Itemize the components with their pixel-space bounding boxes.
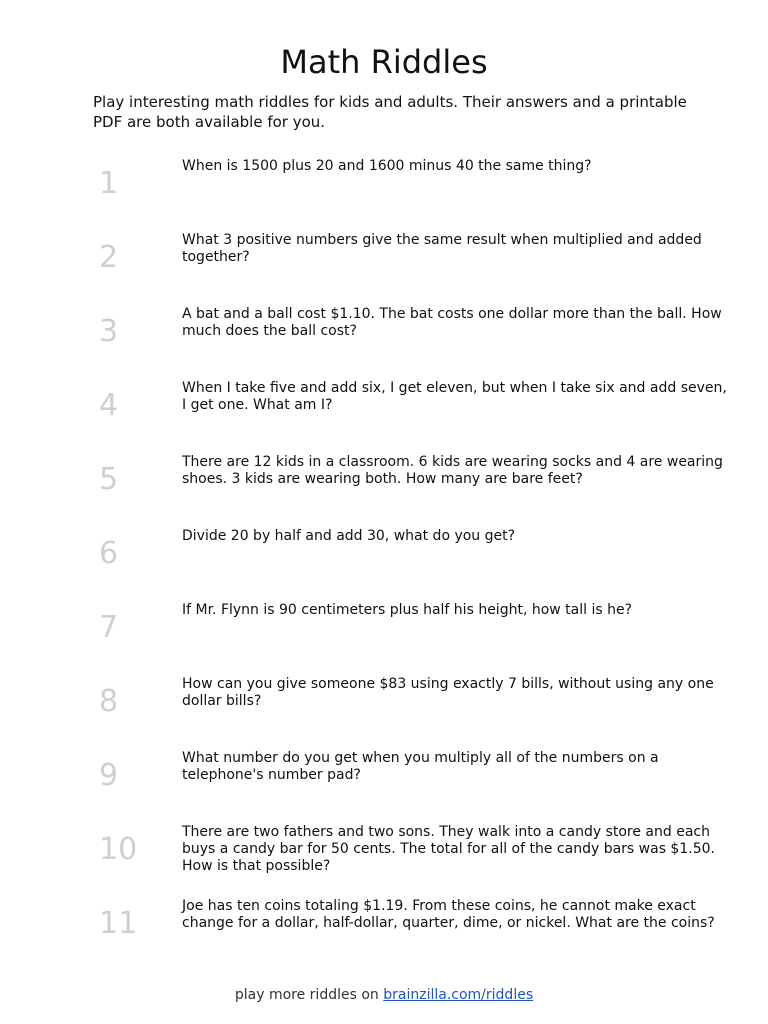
- riddle-text: Divide 20 by half and add 30, what do you get?: [182, 528, 516, 544]
- riddle-number: 6: [99, 536, 119, 571]
- riddle-number: 7: [99, 610, 119, 645]
- riddle-text: When I take five and add six, I get eleven, but when I take six and add seven, I get one. What am I?: [182, 380, 727, 413]
- riddle-number: 9: [99, 758, 119, 793]
- riddle-item: [0, 158, 768, 228]
- riddle-text: There are 12 kids in a classroom. 6 kids are wearing socks and 4 are wearing shoes. 3 kids are wearing both. How many are bare feet?: [182, 454, 723, 487]
- riddle-number: 10: [99, 832, 138, 867]
- riddle-text: There are two fathers and two sons. They walk into a candy store and each buys a candy bar for 50 cents. The total for all of the candy bars was $1.50. How is that possible?: [182, 824, 715, 874]
- riddle-text: If Mr. Flynn is 90 centimeters plus half his height, how tall is he?: [182, 602, 633, 618]
- riddle-item: [0, 232, 768, 302]
- riddle-number: 3: [99, 314, 119, 349]
- riddle-text: What number do you get when you multiply all of the numbers on a telephone's number pad?: [182, 750, 659, 783]
- footer-prefix: play more riddles on: [234, 987, 384, 1003]
- riddle-text: A bat and a ball cost $1.10. The bat costs one dollar more than the ball. How much does the ball cost?: [182, 306, 722, 339]
- riddle-item: [0, 306, 768, 376]
- riddle-item: [0, 528, 768, 598]
- riddle-item: [0, 602, 768, 672]
- intro-text: Play interesting math riddles for kids and adults. Their answers and a printable PDF are both available for you.: [93, 93, 687, 131]
- footer: [0, 986, 768, 1004]
- riddle-text: When is 1500 plus 20 and 1600 minus 40 the same thing?: [182, 158, 592, 174]
- riddle-item: [0, 676, 768, 746]
- riddle-text: How can you give someone $83 using exactly 7 bills, without using any one dollar bills?: [182, 676, 714, 709]
- riddle-item: [0, 454, 768, 524]
- riddle-number: 1: [99, 166, 119, 201]
- riddle-number: 4: [99, 388, 119, 423]
- riddle-text: Joe has ten coins totaling $1.19. From these coins, he cannot make exact change for a dollar, half-dollar, quarter, dime, or nickel. What are the coins?: [182, 898, 715, 931]
- riddle-item: [0, 898, 768, 968]
- brainzilla-riddles-link[interactable]: brainzilla.com/riddles: [383, 987, 534, 1003]
- riddle-number: 11: [99, 906, 138, 941]
- riddle-item: [0, 824, 768, 894]
- riddle-number: 2: [99, 240, 119, 275]
- riddle-item: [0, 750, 768, 820]
- riddle-number: 8: [99, 684, 119, 719]
- riddle-number: 5: [99, 462, 119, 497]
- riddle-item: [0, 380, 768, 450]
- page-title: Math Riddles: [280, 43, 488, 81]
- riddle-text: What 3 positive numbers give the same result when multiplied and added together?: [182, 232, 702, 265]
